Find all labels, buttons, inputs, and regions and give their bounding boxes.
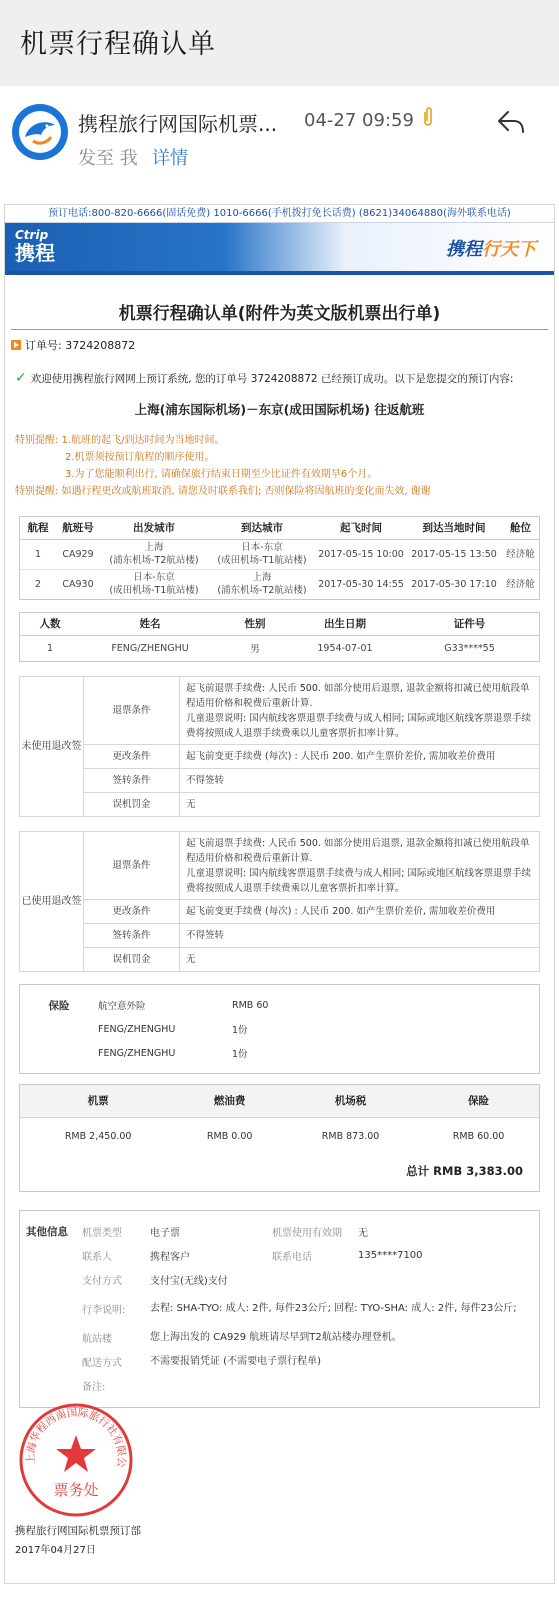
logo-cn: 携程 [15, 241, 55, 265]
order-line [11, 336, 548, 354]
col-birth: 出生日期 [290, 613, 400, 635]
issuer: 携程旅行网国际机票预订部 [15, 1525, 141, 1537]
noshow-text: 无 [180, 793, 540, 817]
cabin: 经济舱 [506, 578, 535, 590]
seal-text: 上海华程西南国际旅行社有限公 [24, 1406, 128, 1468]
check-icon: ✓ [15, 370, 27, 386]
delivery: 不需要报销凭证 (不需要电子票行程单) [150, 1355, 321, 1367]
arr-time: 2017-05-15 13:50 [406, 539, 502, 569]
pay-method: 支付宝(无线)支付 [150, 1275, 228, 1287]
insured-name: FENG/ZHENGHU [98, 1047, 176, 1059]
phone-label: 联系电话 [272, 1251, 312, 1263]
pax-gender: 男 [250, 644, 260, 656]
flight-no: CA929 [56, 539, 100, 569]
pax-count: 1 [46, 642, 54, 654]
doc-title: 机票行程确认单(附件为英文版机票出行单) [118, 304, 441, 324]
note-1: 特别提醒: 1.航班的起飞/到达时间为当地时间。 [15, 435, 225, 446]
insurance-price: RMB 60 [232, 999, 269, 1011]
insurance-box [19, 984, 540, 1074]
attachment-icon[interactable] [421, 106, 435, 133]
fee-ticket: RMB 2,450.00 [64, 1130, 132, 1142]
phone: 135****7100 [358, 1249, 423, 1261]
dolphin-icon [19, 111, 61, 153]
change-label: 更改条件 [84, 900, 180, 924]
seg: 2 [34, 578, 42, 590]
fee-insurance: RMB 60.00 [452, 1130, 505, 1142]
ticket-type-label: 机票类型 [82, 1227, 122, 1239]
pax-id: G33****55 [444, 642, 495, 654]
change-text: 起飞前变更手续费 (每次) : 人民币 200. 如产生票价差价, 需加收差价费用 [180, 745, 540, 769]
slogan-a: 携程 [446, 239, 482, 260]
col-seg: 航程 [20, 517, 56, 539]
flight-no: CA930 [62, 578, 94, 590]
seal-center: 票务处 [53, 1481, 99, 1499]
endorse-text: 不得签转 [180, 769, 540, 793]
arr-time: 2017-05-30 17:10 [411, 578, 497, 590]
arrow-icon [11, 340, 21, 350]
validity: 无 [358, 1227, 368, 1239]
note-2: 2.机票须按预订航程的顺序使用。 [65, 452, 215, 463]
refund-text: 起飞前退票手续费: 人民币 500. 如部分使用后退票, 退款金额将扣减已使用航段单程适用价格和税费后重新计算. 儿童退票说明: 国内航线客票退票手续费与成人相同; 国际或地区航线客票退票手续费将按照成人退票手续费乘以儿童客票折扣率计算。 [180, 832, 540, 900]
issue-date: 2017年04月27日 [15, 1545, 96, 1556]
col-id: 证件号 [400, 613, 539, 635]
mail-datetime: 04-27 09:59 [304, 110, 414, 131]
fee-fuel: RMB 0.00 [206, 1130, 253, 1142]
pax-name: FENG/ZHENGHU [111, 642, 189, 654]
terminal: 您上海出发的 CA929 航班请尽早到T2航站楼办理登机。 [150, 1331, 402, 1343]
noshow-text: 无 [180, 948, 540, 972]
noshow-label: 误机罚金 [84, 793, 180, 817]
delivery-label: 配送方式 [82, 1357, 122, 1369]
endorse-label: 签转条件 [84, 924, 180, 948]
col-gender: 性别 [220, 613, 290, 635]
ticket-type: 电子票 [150, 1227, 180, 1239]
other-heading: 其他信息 [26, 1225, 68, 1238]
hotline-bar: 预订电话:800-820-6666(固话免费) 1010-6666(手机拨打免长话费) (8621)34064880(海外联系电话) [5, 205, 554, 223]
validity-label: 机票使用有效期 [272, 1227, 342, 1239]
rules-unused [19, 676, 540, 817]
welcome-line [15, 368, 544, 388]
route-title: 上海(浦东国际机场)－东京(成田国际机场) 往返航班 [134, 402, 425, 417]
col-cabin: 舱位 [502, 517, 539, 539]
fee-tax-label: 机场税 [283, 1085, 418, 1117]
dep-city: 上海 (浦东机场-T2航站楼) [100, 539, 208, 569]
col-dep: 出发城市 [100, 517, 208, 539]
table-row [20, 635, 539, 661]
insured-name: FENG/ZHENGHU [98, 1023, 176, 1035]
fee-tax: RMB 873.00 [321, 1130, 380, 1142]
col-flight-no: 航班号 [56, 517, 100, 539]
arr-city: 上海 (浦东机场-T2航站楼) [217, 572, 307, 597]
col-dep-time: 起飞时间 [316, 517, 406, 539]
note-4: 特别提醒: 如遇行程更改或航班取消, 请您及时联系我们; 否则保险将因航班的变化而失效, 谢谢 [15, 486, 431, 497]
rules-group-label: 已使用退改签 [20, 832, 84, 972]
slogan-b: 行天下 [482, 239, 536, 260]
logo-en: Ctrip [15, 228, 49, 242]
company-seal [17, 1401, 135, 1519]
slogan [446, 235, 536, 261]
col-arr: 到达城市 [208, 517, 316, 539]
mail-header [0, 86, 559, 186]
insurance-label: 保险 [48, 999, 70, 1012]
noshow-label: 误机罚金 [84, 948, 180, 972]
col-count: 人数 [20, 613, 80, 635]
cabin: 经济舱 [502, 539, 539, 569]
flight-table [19, 516, 540, 600]
sent-to-label: 发至 我 [78, 148, 138, 169]
top-bar [0, 0, 559, 86]
refund-label: 退票条件 [84, 677, 180, 745]
change-label: 更改条件 [84, 745, 180, 769]
passenger-table [19, 612, 540, 662]
dep-time: 2017-05-15 10:00 [316, 539, 406, 569]
insured-qty: 1份 [232, 1049, 248, 1060]
other-info [19, 1210, 540, 1408]
brand-banner [5, 223, 554, 271]
pax-birth: 1954-07-01 [317, 642, 373, 654]
divider [11, 329, 548, 330]
seg: 1 [20, 539, 56, 569]
refund-text: 起飞前退票手续费: 人民币 500. 如部分使用后退票, 退款金额将扣减已使用航段单程适用价格和税费后重新计算. 儿童退票说明: 国内航线客票退票手续费与成人相同; 国际或地区航线客票退票手续费将按照成人退票手续费乘以儿童客票折扣率计算。 [180, 677, 540, 745]
rules-group-label: 未使用退改签 [20, 677, 84, 817]
ctrip-logo [15, 229, 55, 264]
contact-label: 联系人 [82, 1251, 112, 1263]
dep-city: 日本-东京 (成田机场-T1航站楼) [109, 572, 199, 597]
fee-fuel-label: 燃油费 [176, 1085, 283, 1117]
email-body [4, 204, 555, 1584]
baggage: 去程: SHA-TYO: 成人: 2件, 每件23公斤; 回程: TYO-SHA: 成人: 2件, 每件23公斤; [150, 1302, 517, 1314]
table-row [20, 539, 539, 569]
remark-label: 备注: [82, 1381, 106, 1393]
col-arr-time: 到达当地时间 [406, 517, 502, 539]
endorse-label: 签转条件 [84, 769, 180, 793]
insurance-type: 航空意外险 [98, 1001, 146, 1012]
banner-stripe [5, 271, 554, 275]
refund-label: 退票条件 [84, 832, 180, 900]
table-row [20, 569, 539, 599]
rules-used [19, 831, 540, 972]
fee-box [19, 1084, 540, 1192]
welcome-text: 欢迎使用携程旅行网网上预订系统, 您的订单号 3724208872 已经预订成功。以下是您提交的预订内容: [30, 372, 514, 385]
page-title: 机票行程确认单 [20, 29, 216, 60]
pay-label: 支付方式 [82, 1275, 122, 1287]
special-notes [15, 432, 544, 500]
order-label: 订单号: [25, 339, 62, 352]
fee-ticket-label: 机票 [20, 1085, 176, 1117]
endorse-text: 不得签转 [180, 924, 540, 948]
col-name: 姓名 [80, 613, 220, 635]
insured-qty: 1份 [232, 1025, 248, 1036]
reply-icon[interactable] [496, 108, 526, 136]
change-text: 起飞前变更手续费 (每次) : 人民币 200. 如产生票价差价, 需加收差价费用 [180, 900, 540, 924]
note-3: 3.为了您能顺利出行, 请确保旅行结束日期至少比证件有效期早6个月。 [65, 469, 378, 480]
sender-name[interactable]: 携程旅行网国际机票... [78, 112, 278, 136]
arr-city: 日本-东京 (成田机场-T1航站楼) [208, 539, 316, 569]
avatar[interactable] [12, 104, 68, 160]
details-link[interactable]: 详情 [152, 148, 188, 169]
terminal-label: 航站楼 [82, 1333, 112, 1345]
dep-time: 2017-05-30 14:55 [318, 578, 404, 590]
fee-total: 总计 RMB 3,383.00 [406, 1164, 523, 1178]
order-number: 3724208872 [65, 338, 136, 352]
baggage-label: 行李说明: [82, 1304, 126, 1316]
contact: 携程客户 [150, 1251, 190, 1263]
fee-insurance-label: 保险 [418, 1085, 539, 1117]
